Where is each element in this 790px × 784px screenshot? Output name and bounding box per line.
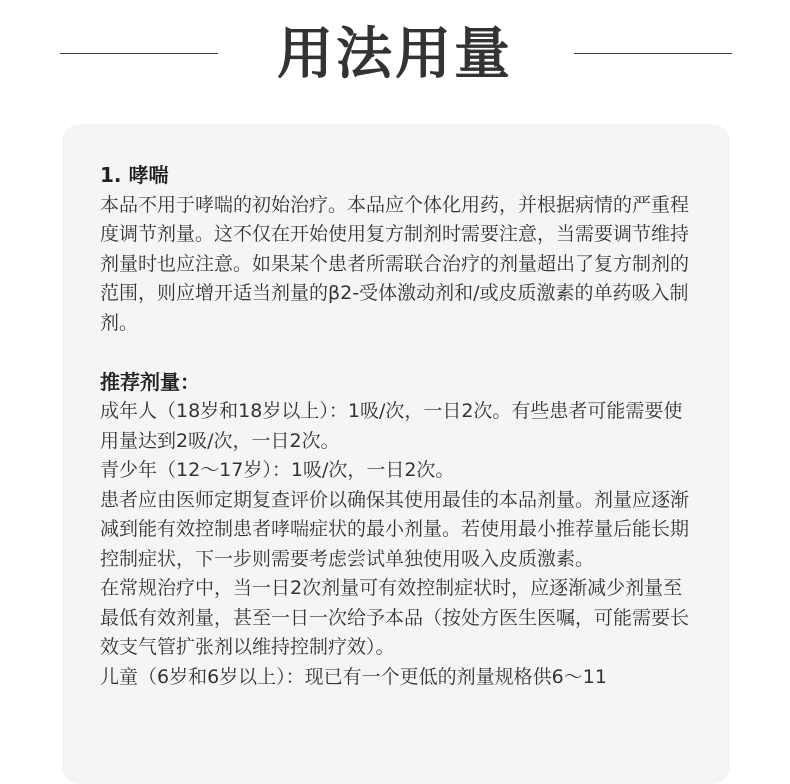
section-heading-asthma: 1. 哮喘	[100, 163, 169, 187]
spacer	[100, 338, 700, 368]
dosage-adolescent: 青少年（12～17岁）：1吸/次，一日2次。	[100, 459, 455, 481]
content-body	[100, 161, 700, 692]
dosage-maintenance: 在常规治疗中，当一日2次剂量可有效控制症状时，应逐渐减少剂量至最低有效剂量，甚至一日一次给予本品（按处方医生医嘱，可能需要长效支气管扩张剂以维持控制疗效）。	[100, 577, 690, 658]
dosage-review: 患者应由医师定期复查评价以确保其使用最佳的本品剂量。剂量应逐渐减到能有效控制患者哮喘症状的最小剂量。若使用最小推荐量后能长期控制症状，下一步则需要考虑尝试单独使用吸入皮质激素。	[100, 488, 690, 570]
dosage-heading: 推荐剂量：	[100, 369, 200, 394]
header	[0, 0, 790, 110]
right-divider	[574, 53, 732, 54]
page-title: 用法用量	[277, 22, 513, 87]
section-paragraph: 本品不用于哮喘的初始治疗。本品应个体化用药，并根据病情的严重程度调节剂量。这不仅在开始使用复方制剂时需要注意，当需要调节维持剂量时也应注意。如果某个患者所需联合治疗的剂量超出了复方制剂的范围，则应增开适当剂量的β2-受体激动剂和/或皮质激素的单药吸入制剂。	[100, 193, 690, 334]
dosage-children: 儿童（6岁和6岁以上）：现已有一个更低的剂量规格供6～11	[100, 665, 607, 688]
dosage-adult: 成年人（18岁和18岁以上）：1吸/次，一日2次。有些患者可能需要使用量达到2吸/次，一日2次。	[100, 400, 683, 452]
